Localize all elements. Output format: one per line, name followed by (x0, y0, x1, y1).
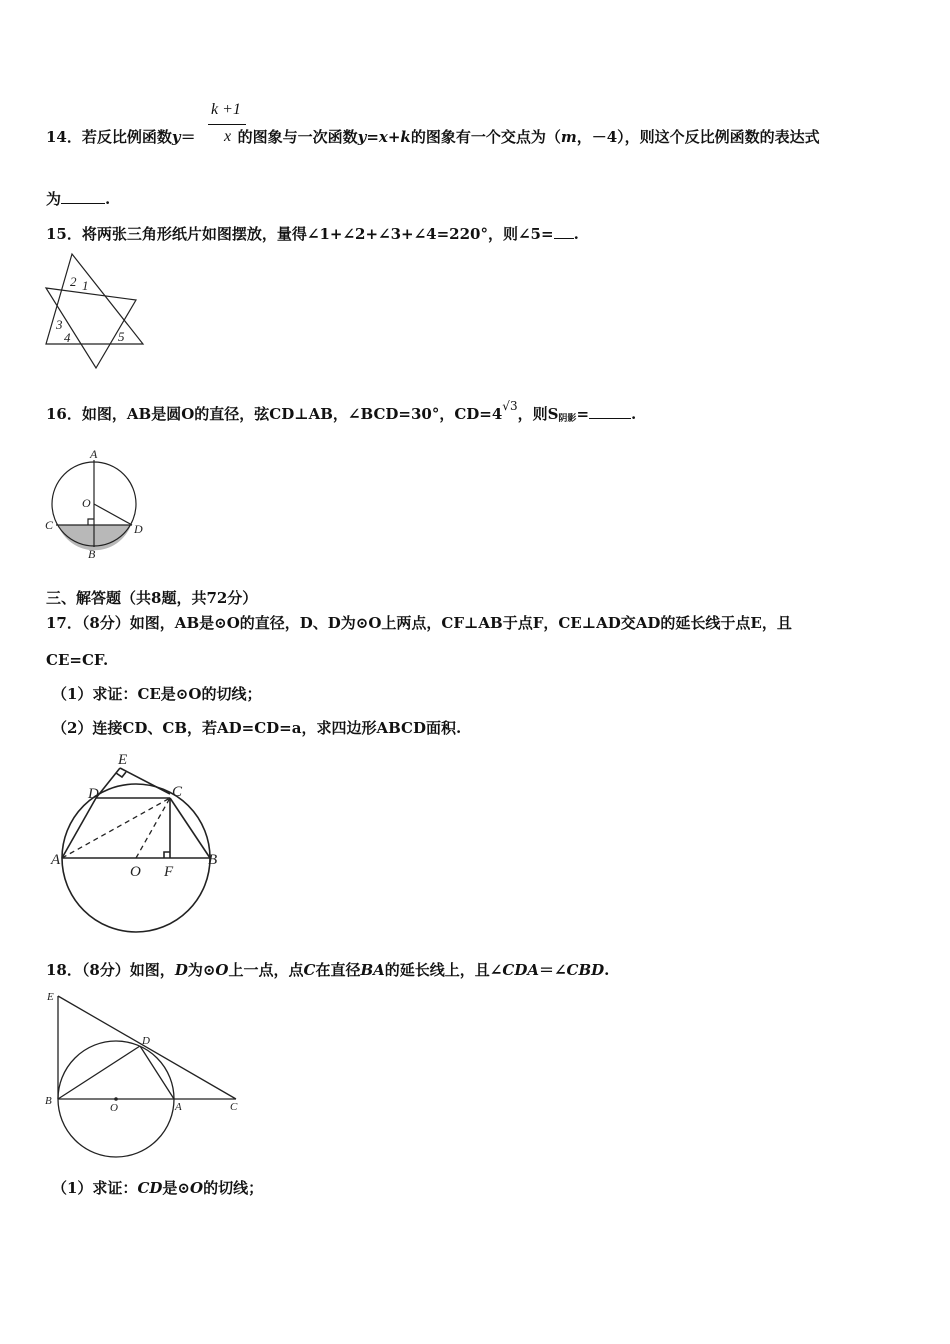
q16-text: 16．如图，AB是圆O的直径，弦CD⊥AB，∠BCD=30°，$CD=4^{√3}$，则$S_{阴影}=$ . (46, 399, 637, 424)
q16-answer-blank[interactable] (589, 404, 631, 419)
q17-label-e: E (118, 752, 128, 768)
q16-label-o: O (82, 496, 91, 510)
q18-label-o: O (110, 1102, 118, 1114)
q18-circle-figure (44, 988, 244, 1160)
q15-angle-label-4: 4 (64, 330, 71, 345)
q18-label-e: E (47, 991, 54, 1003)
q15-two-triangles-figure (44, 252, 148, 374)
q17-label-f: F (164, 864, 174, 880)
q18-center-dot (114, 1097, 118, 1101)
q17-segment-ec (120, 768, 170, 794)
q17-label-a: A (51, 852, 61, 868)
q16-sqrt3: √3 (502, 399, 518, 413)
q17-line2: CE=CF. (46, 651, 109, 669)
q18-label-a: A (175, 1101, 182, 1113)
q17-line1: 17．（8分）如图，AB是⊙O的直径，D、D为⊙O上两点，CF⊥AB于点F，CE⊥AD交AD的延长线于点E，且 (46, 614, 792, 632)
q14-fraction-bar (208, 124, 246, 125)
q16-label-c: C (45, 518, 54, 532)
q17-label-c: C (172, 784, 183, 800)
q15-angle-label-1: 1 (82, 278, 89, 293)
q18-label-d: D (142, 1035, 150, 1047)
q15-text: 15．将两张三角形纸片如图摆放，量得∠1+∠2+∠3+∠4=220°，则∠5= . (46, 225, 579, 243)
section3-title: 三、解答题（共8题，共72分） (46, 589, 258, 607)
q16-label-b: B (88, 547, 96, 561)
q16-label-d: D (134, 522, 143, 536)
q17-part1: （1）求证：CE是⊙O的切线； (52, 685, 262, 703)
q18-part1: （1）求证：CD是⊙O的切线； (52, 1179, 264, 1197)
q15-answer-blank[interactable] (554, 224, 574, 239)
q14-fraction-denominator: x (224, 128, 232, 145)
q18-label-b: B (45, 1095, 52, 1107)
q17-part2: （2）连接CD、CB，若AD=CD=a，求四边形ABCD面积. (52, 719, 462, 737)
q15-angle-label-5: 5 (118, 329, 125, 344)
q18-line-ec (58, 996, 236, 1099)
q16-radius-od (94, 504, 132, 525)
q18-text: 18．（8分）如图，D为⊙O上一点，点C在直径BA的延长线上，且∠CDA＝∠CBD. (46, 961, 610, 979)
q16-label-a: A (90, 448, 98, 461)
q15-angle-label-2: 2 (70, 274, 77, 289)
q14-answer-blank[interactable] (61, 189, 105, 204)
q17-label-o: O (130, 864, 141, 880)
q18-label-c: C (230, 1101, 238, 1113)
q17-right-angle-f (164, 852, 170, 858)
q17-right-angle-e (116, 772, 126, 777)
q16-right-angle-mark (88, 519, 94, 525)
q17-dashed-oc (136, 798, 170, 858)
q16-circle-figure (44, 448, 148, 562)
q17-label-b: B (208, 852, 218, 868)
q15-angle-label-3: 3 (56, 317, 63, 332)
q14-fraction-numerator: k +1 (211, 101, 241, 118)
q17-label-d: D (88, 786, 99, 802)
q17-circle-figure (50, 750, 230, 942)
q14-line2: 为 . (46, 190, 111, 208)
q14-line1: 14．若反比例函数y＝ 的图象与一次函数y=x+k的图象有一个交点为（m，－4），则这个反比例函数的表达式 (46, 128, 820, 146)
q18-line-bd (58, 1046, 140, 1099)
